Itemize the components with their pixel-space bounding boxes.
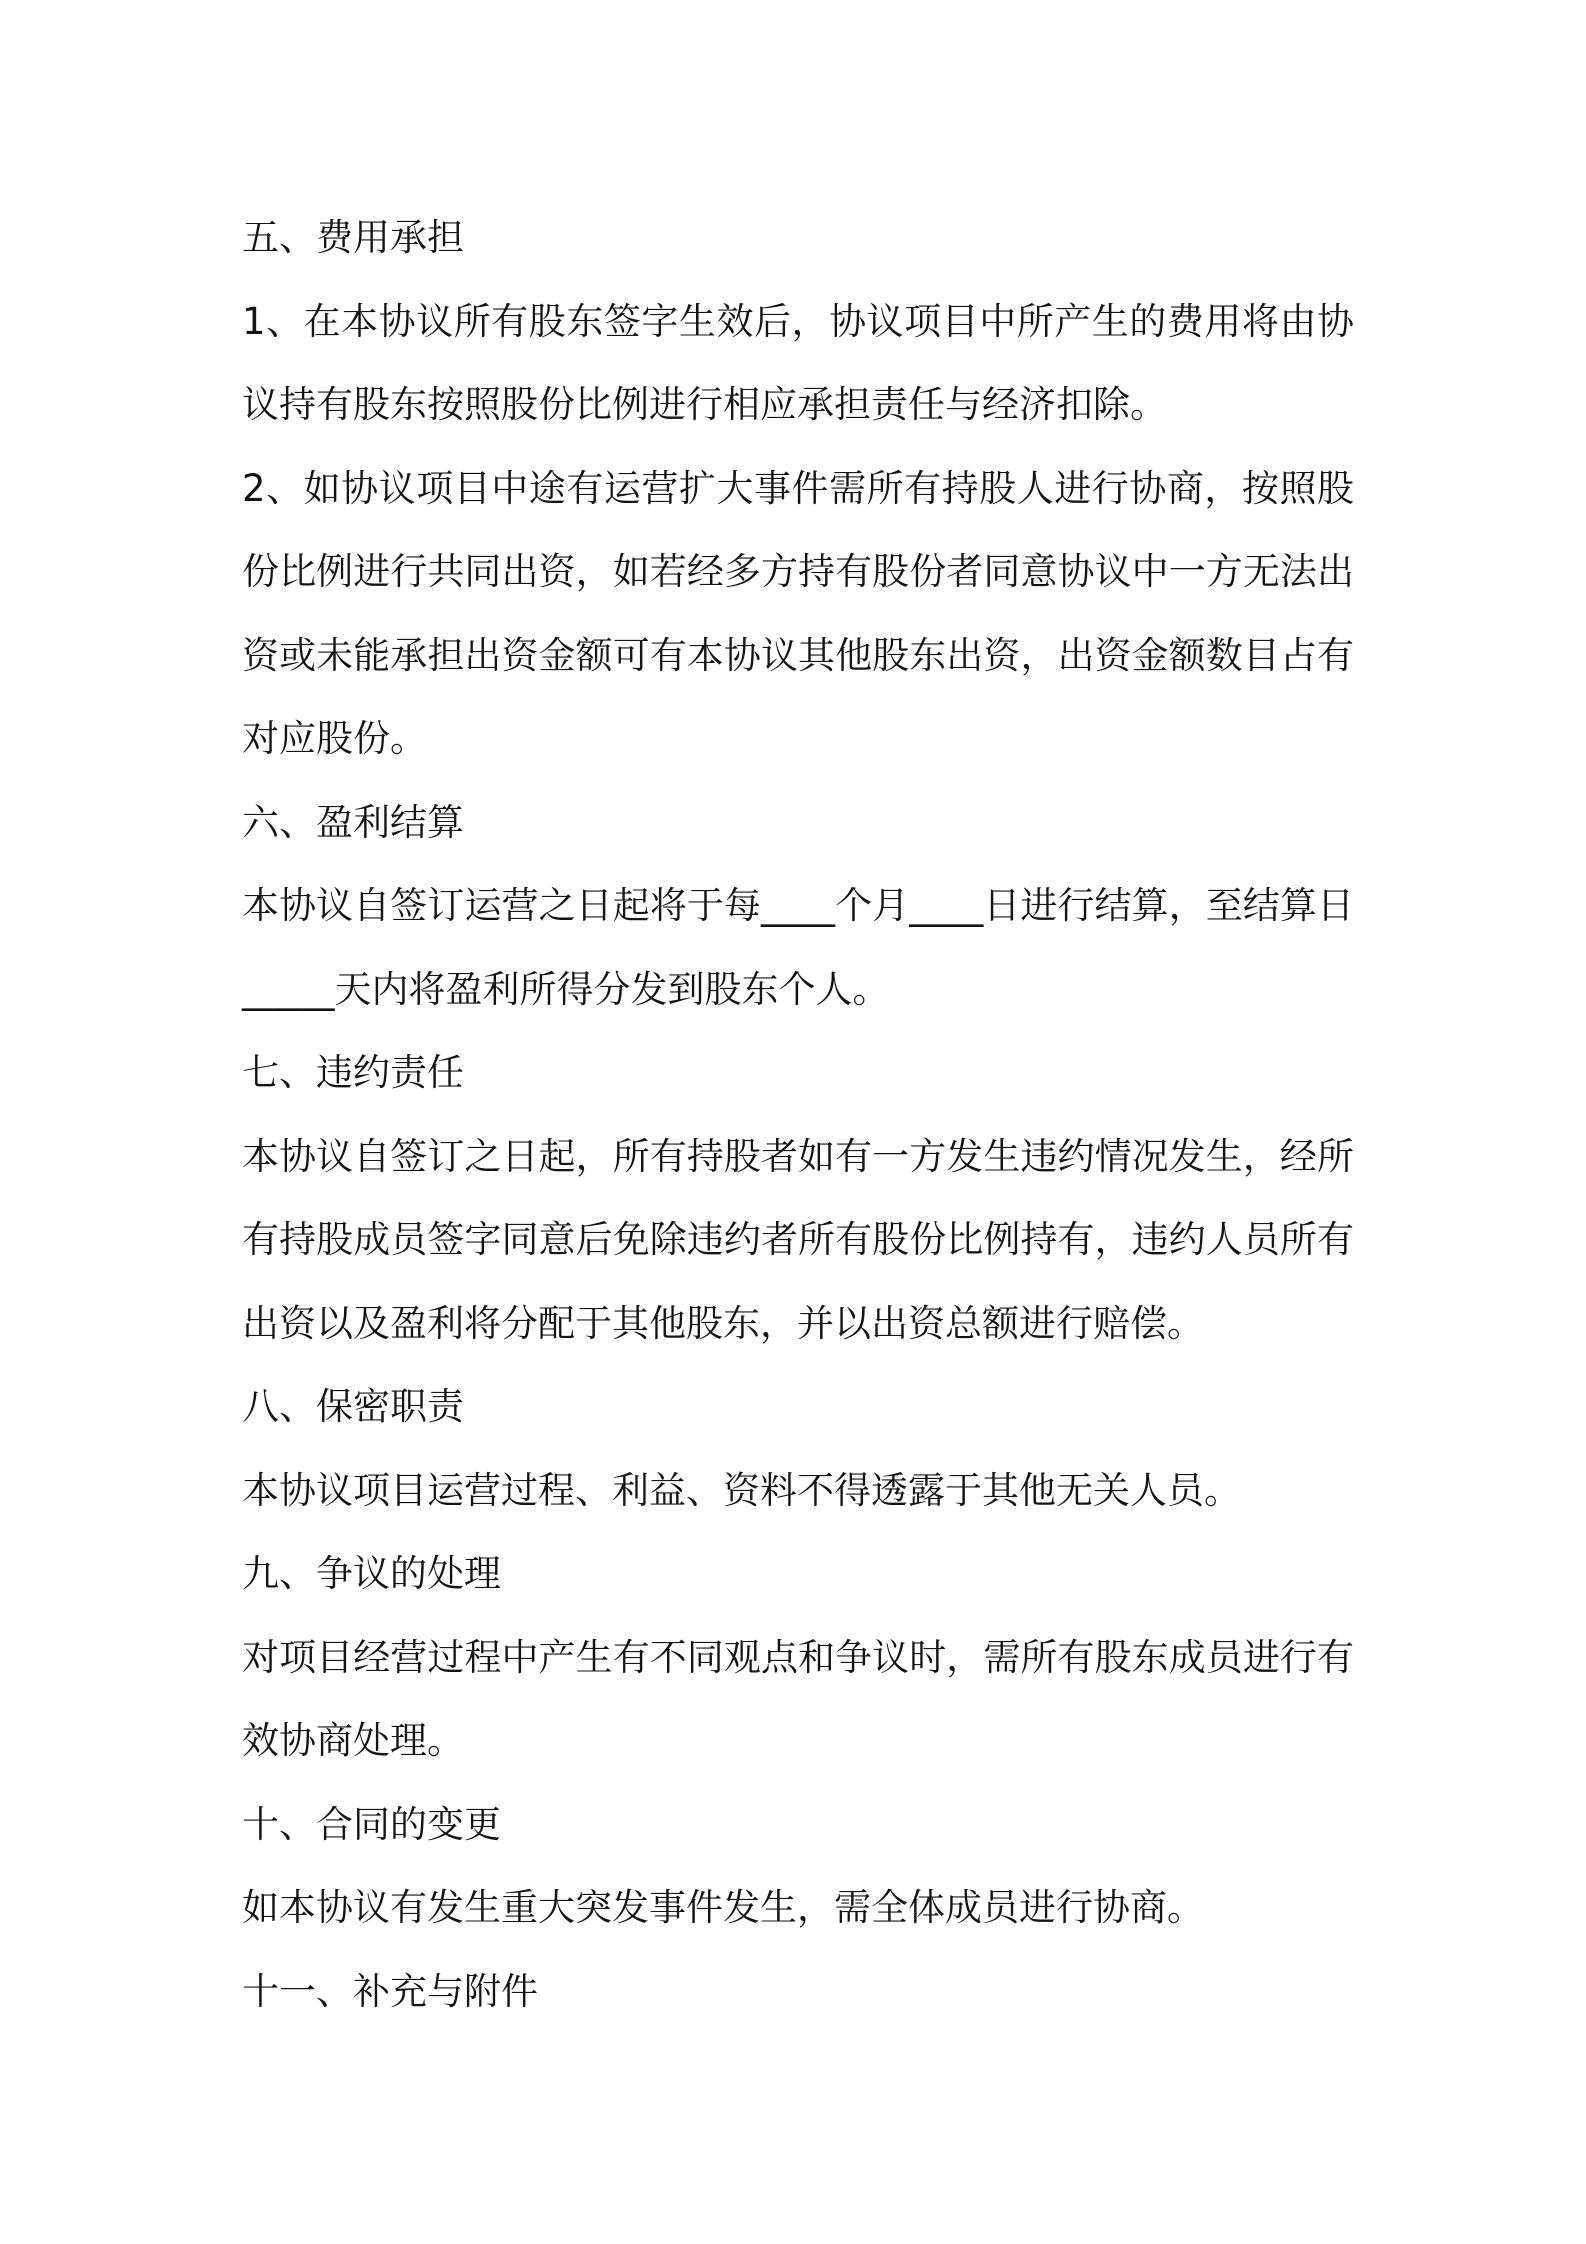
paragraph-disputes: 对项目经营过程中产生有不同观点和争议时，需所有股东成员进行有效协商处理。 xyxy=(242,1635,1354,1762)
paragraph-confidentiality: 本协议项目运营过程、利益、资料不得透露于其他无关人员。 xyxy=(242,1468,1241,1512)
section-heading-supplements: 十一、补充与附件 xyxy=(242,1969,538,2013)
section-heading-contract-changes: 十、合同的变更 xyxy=(242,1802,501,1846)
section-heading-disputes: 九、争议的处理 xyxy=(242,1552,501,1595)
paragraph-breach-liability: 本协议自签订之日起，所有持股者如有一方发生违约情况发生，经所有持股成员签字同意后免除违约者所有股份比例持有，违约人员所有出资以及盈利将分配于其他股东，并以出资总额进行赔偿。 xyxy=(242,1134,1354,1345)
section-heading-profit-settlement: 六、盈利结算 xyxy=(242,800,464,844)
paragraph-fees-1: 1、在本协议所有股东签字生效后，协议项目中所产生的费用将由协议持有股东按照股份比例进行相应承担责任与经济扣除。 xyxy=(242,299,1354,426)
document-body xyxy=(242,196,1354,2033)
paragraph-fees-2: 2、如协议项目中途有运营扩大事件需所有持股人进行协商，按照股份比例进行共同出资，如若经多方持有股份者同意协议中一方无法出资或未能承担出资金额可有本协议其他股东出资，出资金额数目占有对应股份。 xyxy=(242,466,1354,760)
section-heading-breach-liability: 七、违约责任 xyxy=(242,1051,464,1094)
section-heading-confidentiality: 八、保密职责 xyxy=(242,1385,464,1428)
section-heading-fees: 五、费用承担 xyxy=(242,216,464,259)
paragraph-profit-settlement: 本协议自签订运营之日起将于每____个月____日进行结算，至结算日_____天内将盈利所得分发到股东个人。 xyxy=(242,884,1354,1011)
paragraph-contract-changes: 如本协议有发生重大突发事件发生，需全体成员进行协商。 xyxy=(242,1886,1204,1929)
